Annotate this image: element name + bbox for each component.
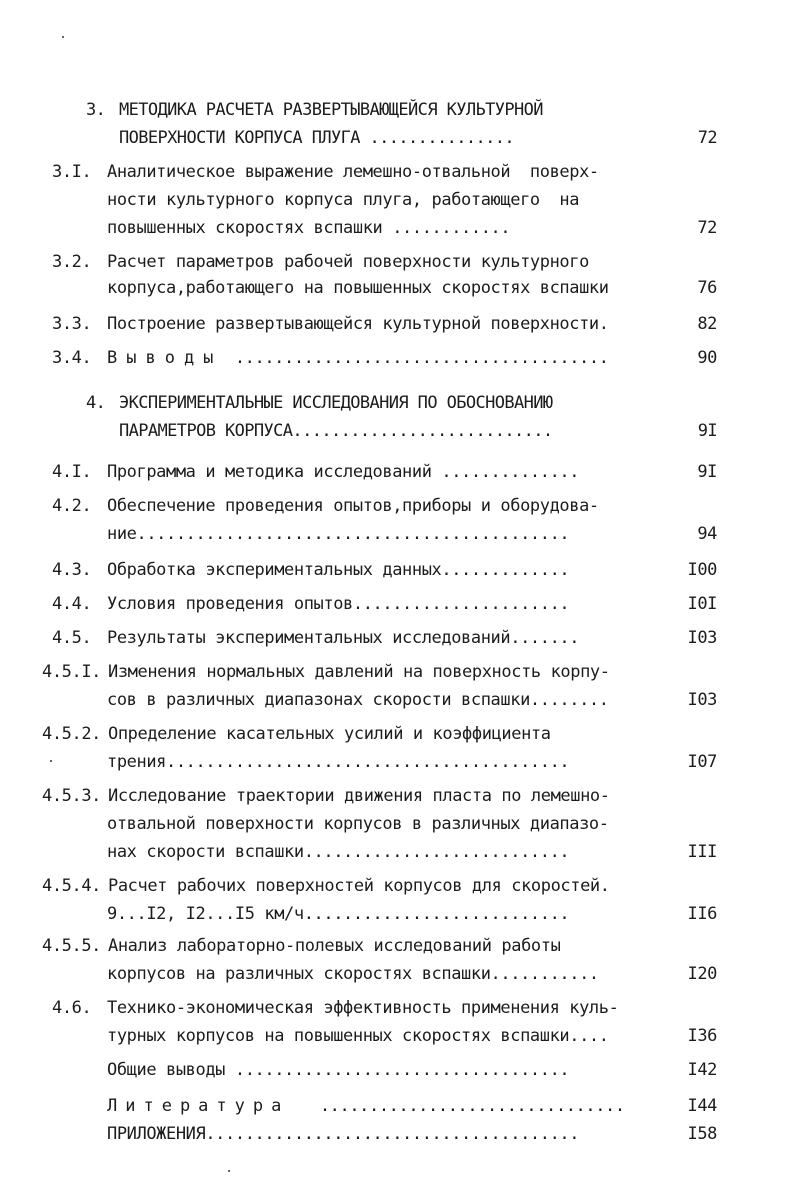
- toc-entry-title-line3: нах скорости вспашки...........................: [107, 842, 570, 862]
- toc-entry-title-line1: Программа и методика исследований ..............: [107, 462, 580, 482]
- toc-entry-title-line3: повышенных скоростях вспашки ............: [107, 218, 511, 238]
- toc-entry-title-line1: МЕТОДИКА РАСЧЕТА РАЗВЕРТЫВАЮЩЕЙСЯ КУЛЬТУРНОЙ: [119, 100, 543, 120]
- toc-entry-number: 4.5.3.: [42, 786, 102, 806]
- toc-entry-page: I00: [687, 560, 717, 580]
- toc-entry-number: 4.5.2.: [42, 724, 102, 744]
- toc-entry-number: 4.I.: [52, 462, 92, 482]
- toc-entry-number: 4.2.: [52, 496, 92, 516]
- toc-entry-page: I03: [687, 628, 717, 648]
- toc-entry-number: 3.4.: [52, 348, 92, 368]
- toc-entry-page: 76: [697, 278, 717, 298]
- toc-entry-title-line1: Изменения нормальных давлений на поверхность корпу-: [108, 662, 610, 682]
- toc-entry-title-line1: Результаты экспериментальных исследований.......: [107, 628, 580, 648]
- toc-entry-page: 90: [697, 348, 717, 368]
- toc-entry-title-line2: ние............................................: [107, 524, 570, 544]
- toc-entry-title-line2: корпуса,работающего на повышенных скоростях вспашки: [107, 278, 609, 298]
- toc-entry-title-line2: трения.........................................: [107, 752, 570, 772]
- toc-entry-title-line1: Расчет рабочих поверхностей корпусов для скоростей.: [108, 876, 610, 896]
- toc-entry-title-line1: Обработка экспериментальных данных.............: [107, 560, 570, 580]
- toc-entry-title-line2: 9...I2, I2...I5 км/ч...........................: [107, 904, 570, 924]
- toc-entry-title-line1: Расчет параметров рабочей поверхности культурного: [107, 252, 589, 272]
- toc-entry-title-line2: ности культурного корпуса плуга, работающего на: [107, 190, 580, 210]
- toc-entry-number: 4.4.: [52, 594, 92, 614]
- toc-entry-title-line1: ПРИЛОЖЕНИЯ......................................: [107, 1124, 580, 1144]
- toc-entry-page: I03: [687, 690, 717, 710]
- toc-entry-title-line1: Обеспечение проведения опытов,приборы и оборудова-: [107, 496, 599, 516]
- toc-entry-title-line1: Построение развертывающейся культурной поверхности.: [107, 314, 609, 334]
- scan-speck: [228, 1170, 230, 1172]
- toc-entry-page: 9I: [697, 421, 717, 441]
- toc-entry-number: 4.5.I.: [42, 662, 102, 682]
- toc-entry-title-line1: Общие выводы ..................................: [107, 1060, 570, 1080]
- toc-entry-title-line2: ПАРАМЕТРОВ КОРПУСА...........................: [119, 421, 553, 441]
- toc-entry-title-line1: Выводы: [107, 348, 223, 368]
- toc-entry-page: I44: [687, 1096, 717, 1116]
- toc-entry-number: 4.5.4.: [42, 876, 102, 896]
- toc-entry-title-line1: Анализ лабораторно-полевых исследований работы: [108, 936, 561, 956]
- scan-speck: [50, 760, 52, 762]
- toc-entry-title-line2: отвальной поверхности корпусов в различных диапазо-: [107, 814, 609, 834]
- toc-entry-title-line2: турных корпусов на повышенных скоростях вспашки....: [107, 1026, 609, 1046]
- toc-entry-title-line2: сов в различных диапазонах скорости вспашки........: [107, 690, 609, 710]
- toc-entry-title-line2: корпусов на различных скоростях вспашки...........: [107, 964, 599, 984]
- toc-entry-number: 3.2.: [52, 252, 92, 272]
- toc-entry-number: 3.I.: [52, 162, 92, 182]
- scan-speck: [62, 36, 64, 38]
- toc-entry-page: I07: [687, 752, 717, 772]
- toc-entry-title-line1: ЭКСПЕРИМЕНТАЛЬНЫЕ ИССЛЕДОВАНИЯ ПО ОБОСНОВАНИЮ: [119, 393, 553, 413]
- toc-entry-page: 72: [697, 218, 717, 238]
- toc-entry-number: 4.: [86, 393, 106, 413]
- toc-entry-page: I36: [687, 1026, 717, 1046]
- toc-entry-page: 82: [697, 314, 717, 334]
- toc-entry-page: I58: [687, 1124, 717, 1144]
- toc-entry-title-line1: Определение касательных усилий и коэффициента: [108, 724, 551, 744]
- toc-entry-title-line1: Литература: [107, 1096, 290, 1116]
- toc-entry-page: II6: [687, 904, 717, 924]
- toc-entry-number: 4.3.: [52, 560, 92, 580]
- toc-entry-title-line1: Исследование траектории движения пласта по лемешно-: [108, 786, 610, 806]
- toc-entry-title-line1: Технико-экономическая эффективность применения куль-: [107, 998, 619, 1018]
- toc-entry-number: 4.5.5.: [42, 936, 102, 956]
- toc-entry-page: I0I: [687, 594, 717, 614]
- toc-entry-title-line1: Аналитическое выражение лемешно-отвальной поверх-: [107, 162, 599, 182]
- toc-entry-number: 4.5.: [52, 628, 92, 648]
- toc-entry-title-line1: Условия проведения опытов......................: [107, 594, 570, 614]
- toc-entry-page: 94: [697, 524, 717, 544]
- toc-entry-page: I20: [687, 964, 717, 984]
- toc-entry-title-line2: ПОВЕРХНОСТИ КОРПУСА ПЛУГА ...............: [119, 128, 515, 148]
- toc-entry-page: I42: [687, 1060, 717, 1080]
- toc-entry-leader: ......................................: [225, 348, 609, 368]
- toc-entry-page: III: [687, 842, 717, 862]
- toc-entry-number: 4.6.: [52, 998, 92, 1018]
- toc-entry-leader: ...............................: [310, 1096, 625, 1116]
- toc-entry-number: 3.3.: [52, 314, 92, 334]
- toc-entry-number: 3.: [86, 100, 106, 120]
- toc-entry-page: 9I: [697, 462, 717, 482]
- toc-entry-page: 72: [697, 128, 717, 148]
